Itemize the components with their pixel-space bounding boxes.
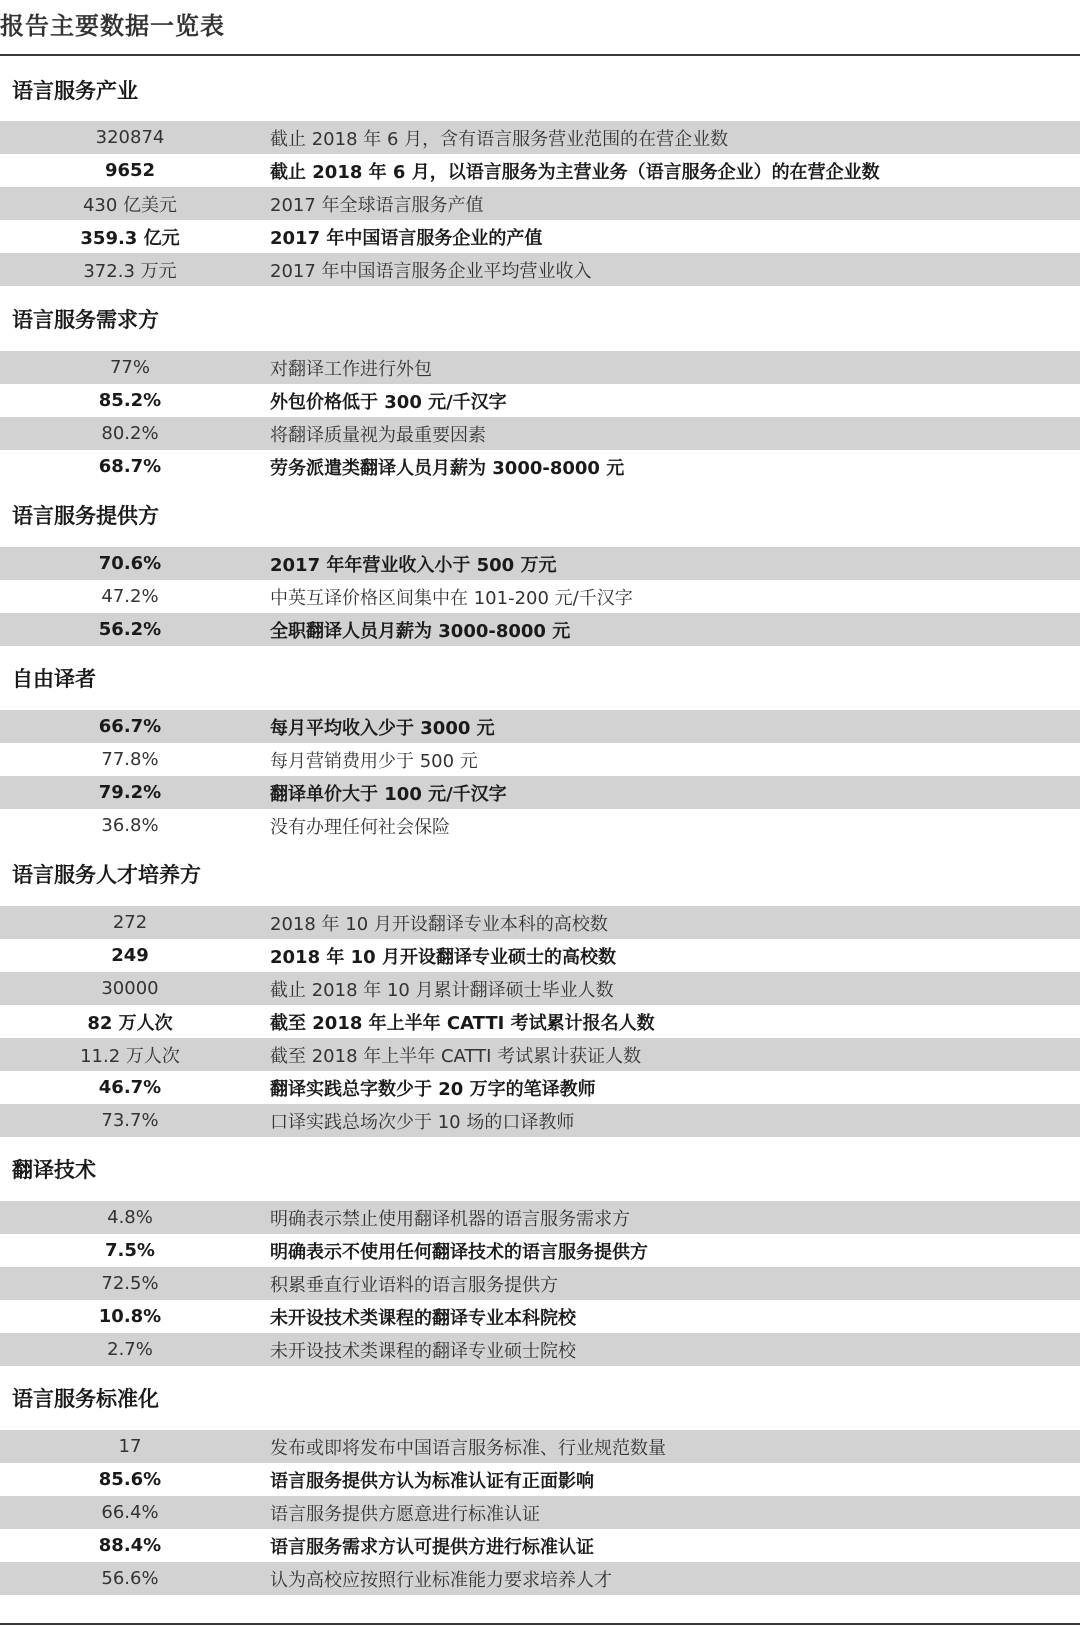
row-description: 翻译单价大于 100 元/千汉字 — [270, 783, 507, 805]
row-value: 79.2% — [98, 782, 162, 803]
row-value: 80.2% — [101, 423, 159, 444]
row-value: 56.6% — [101, 1568, 159, 1589]
row-description: 中英互译价格区间集中在 101-200 元/千汉字 — [270, 587, 633, 609]
table-row — [0, 417, 1080, 450]
row-description: 将翻译质量视为最重要因素 — [270, 424, 486, 446]
row-value: 85.6% — [98, 1469, 162, 1490]
row-value: 68.7% — [98, 456, 162, 477]
table-row — [0, 906, 1080, 939]
section-header: 语言服务人才培养方 — [0, 842, 1080, 906]
row-description: 口译实践总场次少于 10 场的口译教师 — [270, 1111, 575, 1133]
row-value: 272 — [112, 912, 148, 933]
row-description: 2018 年 10 月开设翻译专业硕士的高校数 — [270, 946, 616, 968]
table-section — [0, 483, 1080, 646]
row-value: 10.8% — [98, 1306, 162, 1327]
row-value: 430 亿美元 — [82, 194, 178, 216]
row-value: 85.2% — [98, 390, 162, 411]
row-value: 359.3 亿元 — [80, 227, 180, 249]
section-header: 语言服务标准化 — [0, 1366, 1080, 1430]
row-value: 249 — [111, 945, 149, 966]
table-row — [0, 187, 1080, 220]
section-header: 翻译技术 — [0, 1137, 1080, 1201]
table-row — [0, 121, 1080, 154]
table-section — [0, 1137, 1080, 1366]
table-row — [0, 580, 1080, 613]
row-description: 语言服务需求方认可提供方进行标准认证 — [270, 1536, 594, 1558]
table-row — [0, 1300, 1080, 1333]
row-value: 7.5% — [105, 1240, 155, 1261]
row-description: 截至 2018 年上半年 CATTI 考试累计获证人数 — [270, 1045, 642, 1067]
table-row — [0, 1430, 1080, 1463]
row-description: 截止 2018 年 6 月，以语言服务为主营业务（语言服务企业）的在营企业数 — [270, 161, 880, 183]
row-description: 积累垂直行业语料的语言服务提供方 — [270, 1274, 558, 1296]
row-description: 2018 年 10 月开设翻译专业本科的高校数 — [270, 913, 608, 935]
row-value: 36.8% — [101, 815, 159, 836]
row-description: 未开设技术类课程的翻译专业本科院校 — [270, 1307, 576, 1329]
row-value: 30000 — [101, 978, 159, 999]
table-row — [0, 710, 1080, 743]
table-row — [0, 776, 1080, 809]
row-description: 明确表示禁止使用翻译机器的语言服务需求方 — [270, 1208, 630, 1230]
table-row — [0, 1333, 1080, 1366]
row-value: 2.7% — [107, 1339, 153, 1360]
row-value: 56.2% — [98, 619, 162, 640]
table-section — [0, 1366, 1080, 1595]
row-description: 翻译实践总字数少于 20 万字的笔译教师 — [270, 1078, 596, 1100]
row-description: 2017 年年营业收入小于 500 万元 — [270, 554, 557, 576]
row-value: 66.4% — [101, 1502, 159, 1523]
row-description: 截止 2018 年 6 月，含有语言服务营业范围的在营企业数 — [270, 128, 729, 150]
table-row — [0, 939, 1080, 972]
row-description: 截止 2018 年 10 月累计翻译硕士毕业人数 — [270, 979, 614, 1001]
row-value: 82 万人次 — [87, 1012, 173, 1034]
data-table — [0, 59, 1080, 1595]
table-row — [0, 743, 1080, 776]
page-title: 报告主要数据一览表 — [0, 12, 225, 40]
table-row — [0, 1463, 1080, 1496]
row-value: 11.2 万人次 — [80, 1045, 180, 1067]
table-row — [0, 220, 1080, 253]
row-description: 每月平均收入少于 3000 元 — [270, 717, 495, 739]
row-value: 320874 — [95, 127, 165, 148]
row-description: 对翻译工作进行外包 — [270, 358, 432, 380]
row-description: 明确表示不使用任何翻译技术的语言服务提供方 — [270, 1241, 648, 1263]
row-value: 66.7% — [98, 716, 162, 737]
bottom-divider — [0, 1623, 1080, 1625]
row-description: 每月营销费用少于 500 元 — [270, 750, 478, 772]
table-section — [0, 842, 1080, 1137]
row-description: 2017 年中国语言服务企业的产值 — [270, 227, 543, 249]
row-value: 77% — [109, 357, 150, 378]
row-value: 372.3 万元 — [83, 260, 177, 282]
row-value: 72.5% — [101, 1273, 159, 1294]
table-row — [0, 1201, 1080, 1234]
row-description: 语言服务提供方愿意进行标准认证 — [270, 1503, 540, 1525]
row-description: 外包价格低于 300 元/千汉字 — [270, 391, 507, 413]
table-row — [0, 450, 1080, 483]
table-row — [0, 384, 1080, 417]
table-row — [0, 1005, 1080, 1038]
row-description: 全职翻译人员月薪为 3000-8000 元 — [270, 620, 571, 642]
row-value: 46.7% — [98, 1077, 162, 1098]
row-description: 认为高校应按照行业标准能力要求培养人才 — [270, 1569, 612, 1591]
row-description: 发布或即将发布中国语言服务标准、行业规范数量 — [270, 1437, 666, 1459]
table-row — [0, 1529, 1080, 1562]
table-section — [0, 646, 1080, 842]
title-divider — [0, 54, 1080, 56]
table-row — [0, 351, 1080, 384]
section-header: 语言服务产业 — [0, 59, 1080, 121]
row-value: 88.4% — [98, 1535, 162, 1556]
row-description: 截至 2018 年上半年 CATTI 考试累计报名人数 — [270, 1012, 655, 1034]
table-row — [0, 1234, 1080, 1267]
row-description: 2017 年中国语言服务企业平均营业收入 — [270, 260, 592, 282]
section-header: 语言服务需求方 — [0, 286, 1080, 351]
row-description: 劳务派遣类翻译人员月薪为 3000-8000 元 — [270, 457, 625, 479]
row-value: 47.2% — [101, 586, 159, 607]
table-row — [0, 1104, 1080, 1137]
table-row — [0, 154, 1080, 187]
table-section — [0, 59, 1080, 286]
row-description: 没有办理任何社会保险 — [270, 816, 450, 838]
row-value: 70.6% — [98, 553, 162, 574]
row-value: 17 — [118, 1436, 142, 1457]
section-header: 自由译者 — [0, 646, 1080, 710]
table-row — [0, 547, 1080, 580]
table-row — [0, 253, 1080, 286]
table-section — [0, 286, 1080, 483]
row-description: 未开设技术类课程的翻译专业硕士院校 — [270, 1340, 576, 1362]
row-value: 9652 — [104, 160, 156, 181]
table-row — [0, 613, 1080, 646]
section-header: 语言服务提供方 — [0, 483, 1080, 547]
row-description: 2017 年全球语言服务产值 — [270, 194, 484, 216]
row-value: 4.8% — [107, 1207, 153, 1228]
table-row — [0, 1562, 1080, 1595]
row-value: 77.8% — [101, 749, 159, 770]
table-row — [0, 1038, 1080, 1071]
table-row — [0, 972, 1080, 1005]
row-description: 语言服务提供方认为标准认证有正面影响 — [270, 1470, 594, 1492]
table-row — [0, 1267, 1080, 1300]
row-value: 73.7% — [101, 1110, 159, 1131]
table-row — [0, 809, 1080, 842]
table-row — [0, 1496, 1080, 1529]
table-row — [0, 1071, 1080, 1104]
